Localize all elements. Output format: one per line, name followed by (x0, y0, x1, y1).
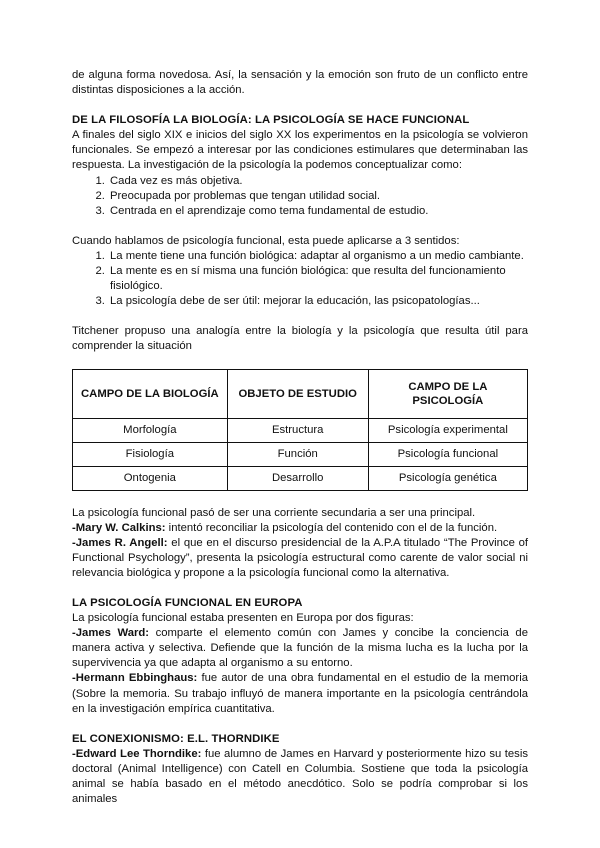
analogy-table (72, 369, 528, 491)
table-cell: Función (227, 442, 368, 466)
table-cell: Psicología funcional (368, 442, 527, 466)
ebbinghaus-name: -Hermann Ebbinghaus: (72, 672, 198, 685)
ward-name: -James Ward: (72, 627, 150, 640)
functional-paragraph: A finales del siglo XIX e inicios del siglo XX los experimentos en la psicología se volvieron funcionales. Se empezó a interesar por las condiciones estimulares que determinaban las respuesta. La investigación de la psicología la podemos conceptualizar como: (72, 129, 528, 172)
list-item: 1. La mente tiene una función biológica: adaptar al organismo a un medio cambiante. (108, 249, 528, 264)
titchener-paragraph: Titchener propuso una analogía entre la biología y la psicología que resulta útil para comprender la situación (72, 325, 528, 353)
ward-paragraph (72, 626, 528, 671)
thorndike-paragraph (72, 747, 528, 807)
thorndike-name: -Edward Lee Thorndike: (72, 747, 202, 760)
intro-paragraph: de alguna forma novedosa. Así, la sensación y la emoción son fruto de un conflicto entre distintas disposiciones a la acción. (72, 69, 528, 97)
angell-paragraph (72, 536, 528, 581)
objective-list (72, 174, 528, 219)
table-row (73, 418, 528, 442)
table-cell: Psicología experimental (368, 418, 527, 442)
angell-name: -James R. Angell: (72, 536, 168, 549)
europe-paragraph: La psicología funcional estaba presenten en Europa por dos figuras: (72, 612, 414, 625)
ebbinghaus-paragraph (72, 671, 528, 716)
calkins-paragraph (72, 521, 528, 536)
column-header: CAMPO DE LA BIOLOGÍA (73, 369, 228, 418)
table-cell: Fisiología (73, 442, 228, 466)
list-item: 2. Preocupada por problemas que tengan utilidad social. (108, 189, 528, 204)
ward-text: comparte el elemento común con James y concibe la conciencia de manera activa y selectiva. Defiende que la función de la misma lucha es la lucha por la supervivencia ya que adapta al organismo a su entorno. (72, 627, 528, 670)
list-item: 1. Cada vez es más objetiva. (108, 174, 528, 189)
functional-main-paragraph: La psicología funcional pasó de ser una corriente secundaria a ser una principal. (72, 506, 476, 519)
ebbinghaus-text: fue autor de una obra fundamental en el estudio de la memoria (Sobre la memoria. Su trabajo influyó de manera importante en la psicología centrándola en la investigación empírica cuantitativa. (72, 672, 528, 715)
list-item: 3. La psicología debe de ser útil: mejorar la educación, las psicopatologías... (108, 294, 528, 309)
senses-list (72, 249, 528, 309)
table-cell: Psicología genética (368, 466, 527, 490)
table-cell: Desarrollo (227, 466, 368, 490)
table-row (73, 466, 528, 490)
table-cell: Ontogenia (73, 466, 228, 490)
section-heading-europe: LA PSICOLOGÍA FUNCIONAL EN EUROPA (72, 596, 303, 609)
table-cell: Morfología (73, 418, 228, 442)
senses-paragraph: Cuando hablamos de psicología funcional, esta puede aplicarse a 3 sentidos: (72, 234, 460, 247)
table-header-row (73, 369, 528, 418)
document-page (72, 68, 528, 807)
table-cell: Estructura (227, 418, 368, 442)
angell-text: el que en el discurso presidencial de la A.P.A titulado “The Province of Functional Psychology”, presenta la psicología estructural como carente de valor social ni relevancia biológica y propone a la psicología funcional como la alternativa. (72, 536, 528, 579)
calkins-name: -Mary W. Calkins: (72, 521, 166, 534)
section-heading-connectionism: EL CONEXIONISMO: E.L. THORNDIKE (72, 732, 280, 745)
list-item: 3. Centrada en el aprendizaje como tema fundamental de estudio. (108, 204, 528, 219)
table-row (73, 442, 528, 466)
thorndike-text: fue alumno de James en Harvard y posteriormente hizo su tesis doctoral (Animal Intelligence) con Catell en Columbia. Sostiene que toda la psicología animal se había basado en el método anecdótico. Solo se podría comprobar si los animales (72, 747, 528, 806)
column-header: CAMPO DE LA PSICOLOGÍA (368, 369, 527, 418)
column-header: OBJETO DE ESTUDIO (227, 369, 368, 418)
list-item: 2. La mente es en sí misma una función biológica: que resulta del funcionamiento fisiológico. (108, 264, 528, 294)
section-heading-functional: DE LA FILOSOFÍA LA BIOLOGÍA: LA PSICOLOGÍA SE HACE FUNCIONAL (72, 114, 470, 127)
calkins-text: intentó reconciliar la psicología del contenido con el de la función. (165, 521, 498, 534)
